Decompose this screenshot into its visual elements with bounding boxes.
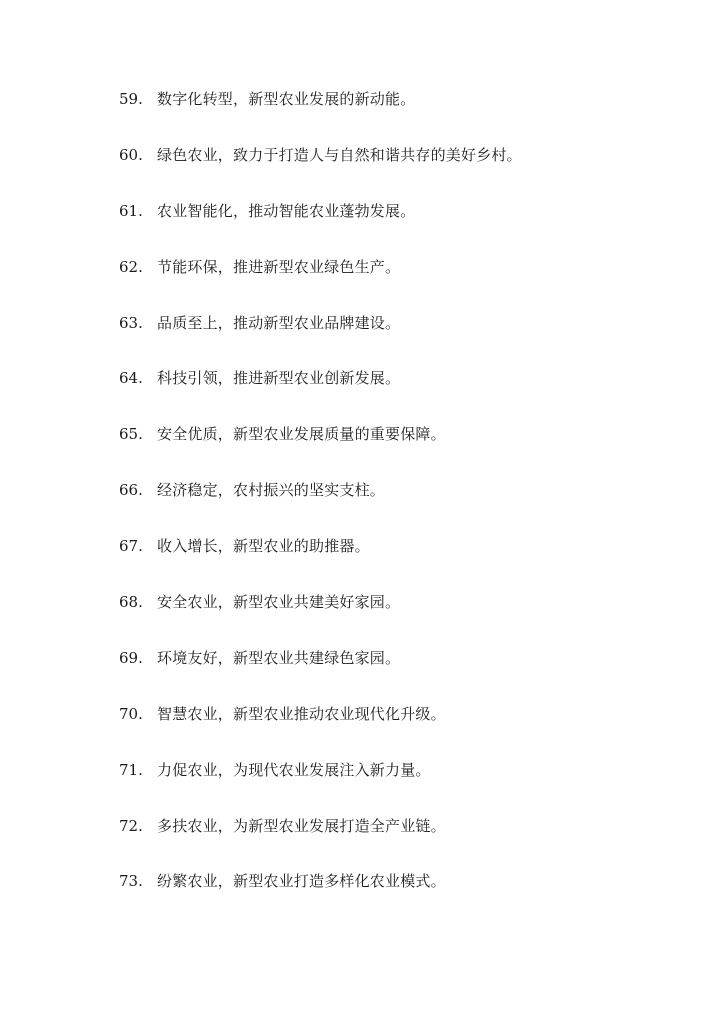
item-text: 多扶农业，为新型农业发展打造全产业链。 [157, 816, 446, 835]
slogan-list [119, 86, 522, 924]
list-item [119, 254, 522, 281]
list-item [119, 813, 522, 840]
item-text: 安全农业，新型农业共建美好家园。 [157, 593, 401, 612]
item-text: 智慧农业，新型农业推动农业现代化升级。 [157, 704, 446, 723]
item-text: 农业智能化，推动智能农业蓬勃发展。 [157, 201, 416, 220]
list-item [119, 477, 522, 504]
item-number: 72. [119, 816, 143, 835]
item-number: 73. [119, 872, 143, 891]
list-item [119, 310, 522, 337]
item-text: 科技引领，推进新型农业创新发展。 [157, 369, 401, 388]
item-text: 节能环保，推进新型农业绿色生产。 [157, 257, 401, 276]
item-number: 65. [119, 425, 143, 444]
item-text: 经济稳定，农村振兴的坚实支柱。 [157, 481, 386, 500]
item-number: 59. [119, 90, 143, 108]
item-text: 品质至上，推动新型农业品牌建设。 [157, 313, 401, 332]
item-number: 60. [119, 145, 143, 164]
item-number: 61. [119, 201, 143, 220]
item-number: 63. [119, 313, 143, 332]
list-item [119, 757, 522, 784]
list-item [119, 533, 522, 560]
item-text: 纷繁农业，新型农业打造多样化农业模式。 [157, 872, 446, 891]
list-item [119, 701, 522, 728]
list-item [119, 365, 522, 392]
item-number: 66. [119, 481, 143, 500]
item-text: 数字化转型，新型农业发展的新动能。 [157, 90, 416, 108]
item-text: 安全优质，新型农业发展质量的重要保障。 [157, 425, 446, 444]
item-text: 收入增长，新型农业的助推器。 [157, 537, 370, 556]
item-text: 环境友好，新型农业共建绿色家园。 [157, 648, 401, 667]
item-number: 71. [119, 760, 143, 779]
item-text: 力促农业，为现代农业发展注入新力量。 [157, 760, 431, 779]
list-item [119, 421, 522, 448]
list-item [119, 142, 522, 169]
item-number: 64. [119, 369, 143, 388]
list-item [119, 868, 522, 895]
item-text: 绿色农业，致力于打造人与自然和谐共存的美好乡村。 [157, 145, 522, 164]
list-item [119, 589, 522, 616]
item-number: 62. [119, 257, 143, 276]
list-item [119, 86, 522, 113]
item-number: 68. [119, 593, 143, 612]
item-number: 69. [119, 648, 143, 667]
item-number: 70. [119, 704, 143, 723]
list-item [119, 198, 522, 225]
list-item [119, 645, 522, 672]
item-number: 67. [119, 537, 143, 556]
